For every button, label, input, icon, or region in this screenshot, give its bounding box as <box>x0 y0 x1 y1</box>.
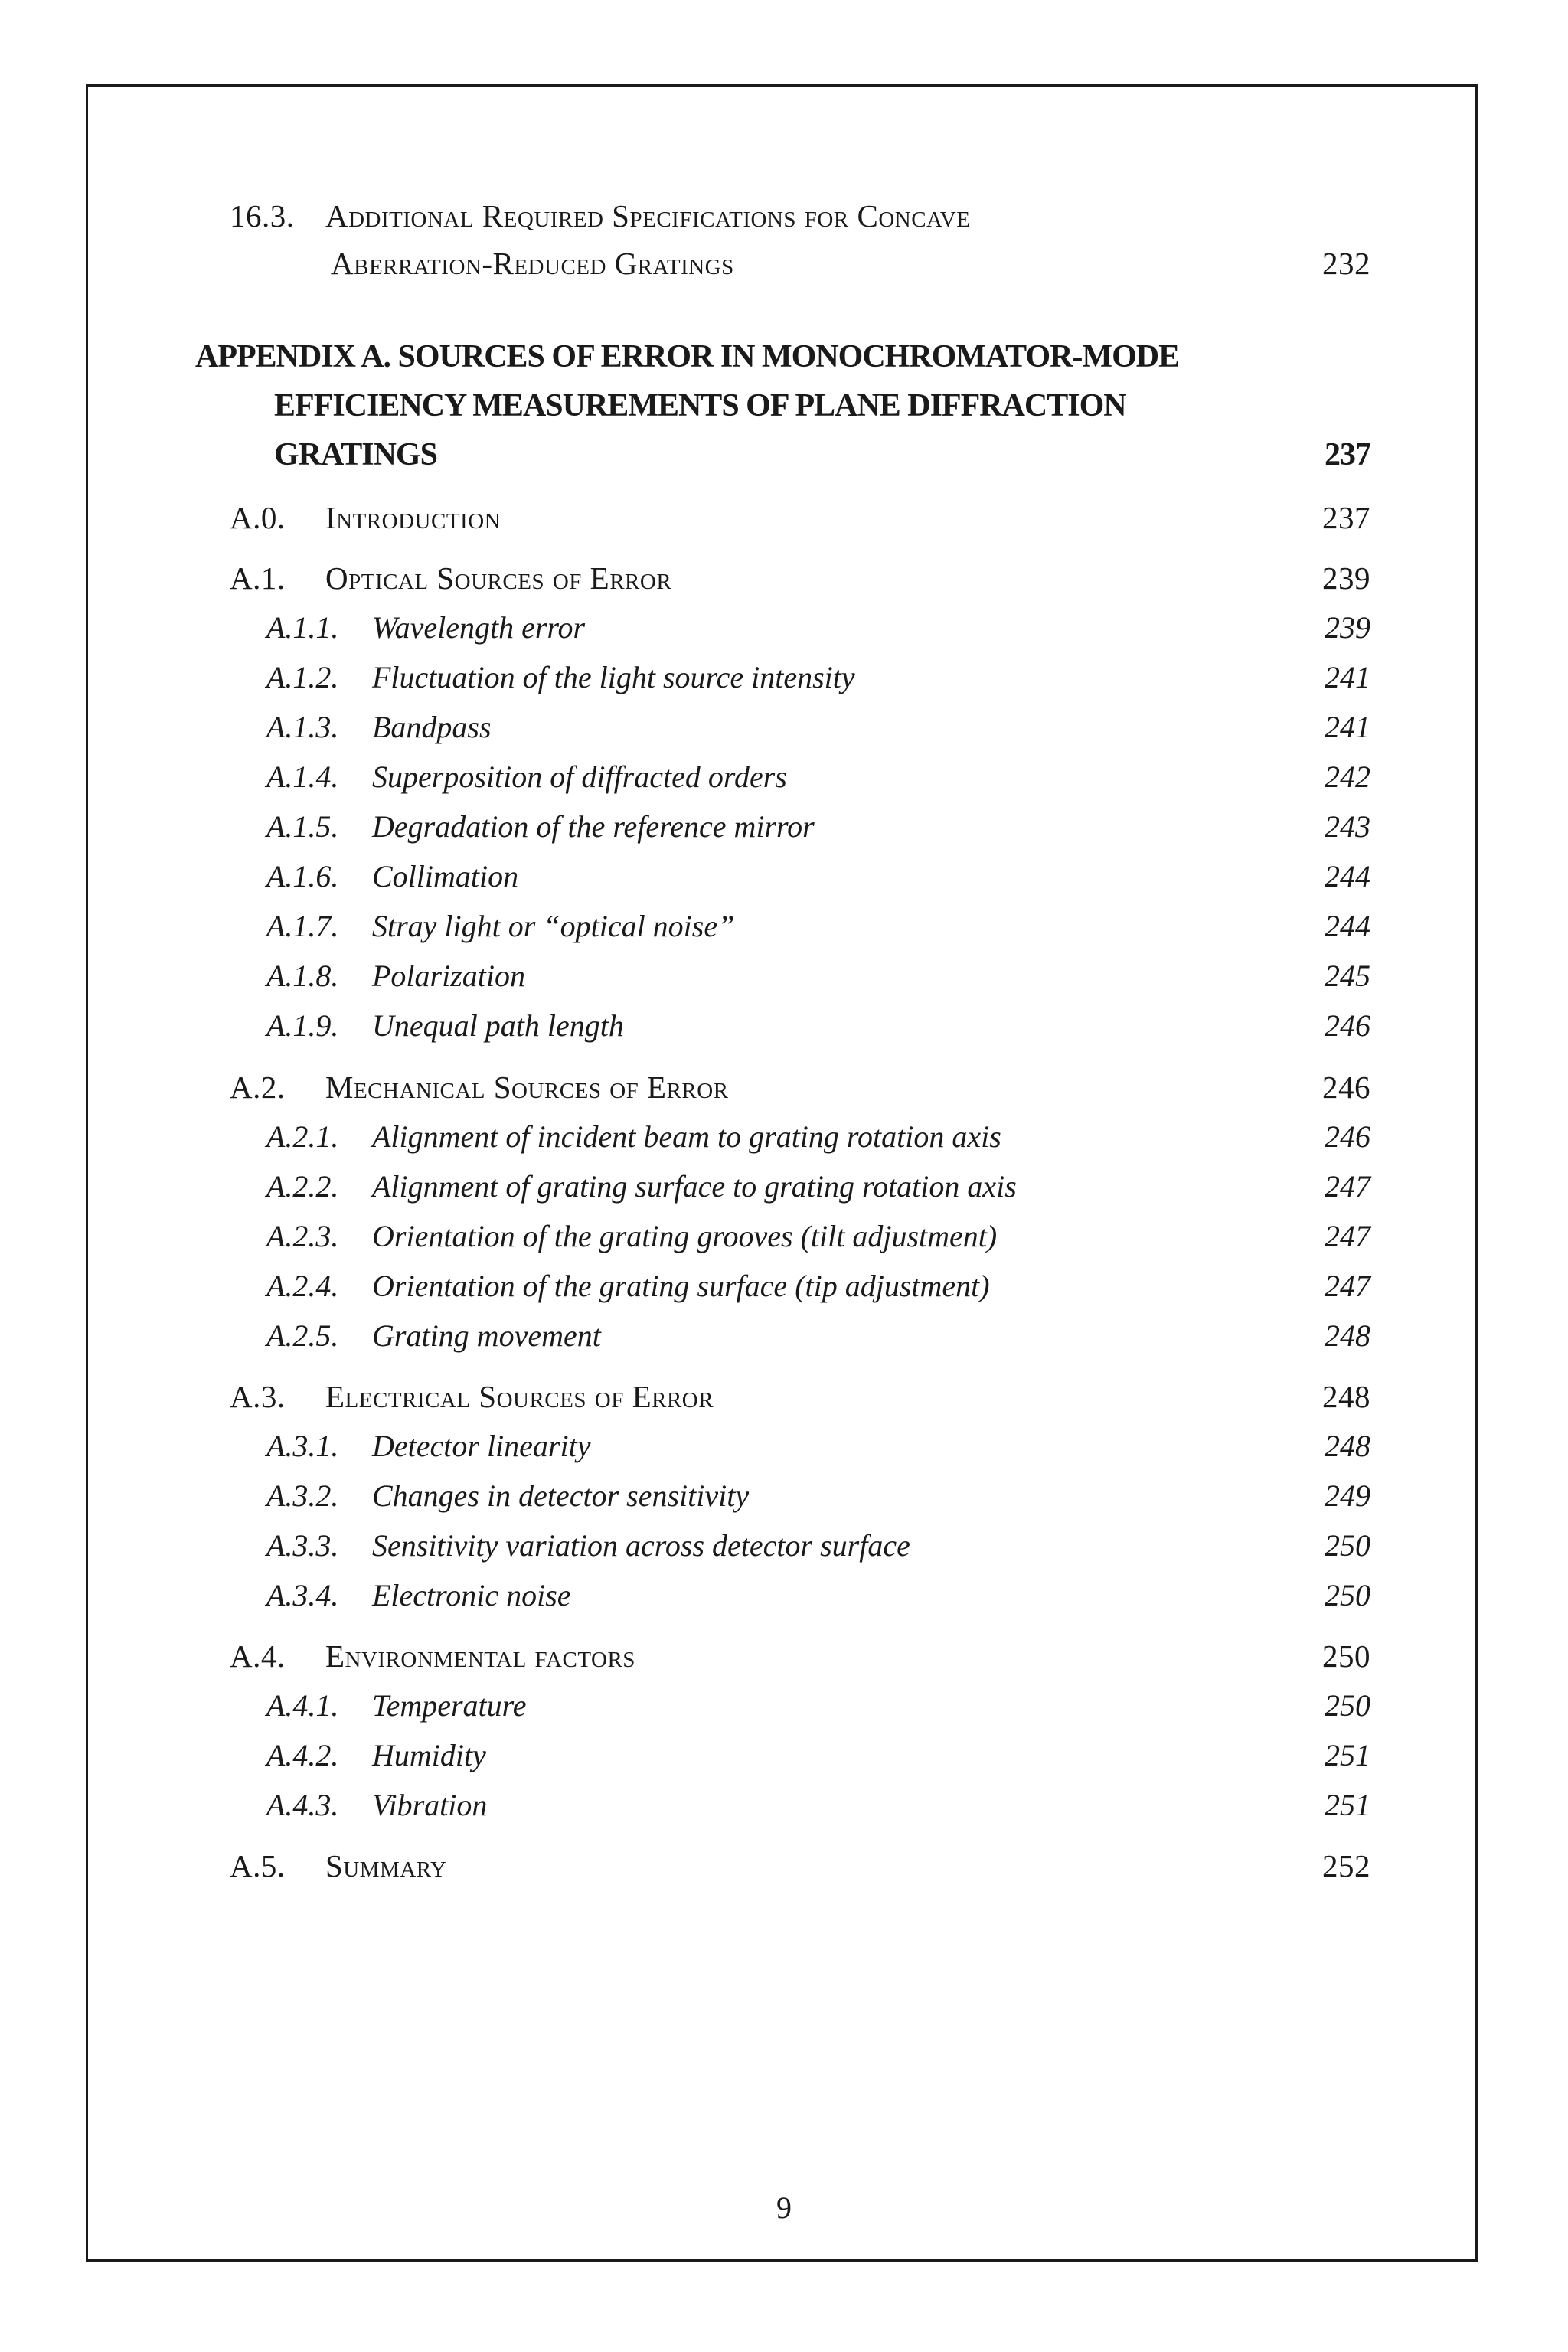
toc-entry-page: 248 <box>1322 1379 1370 1414</box>
toc-entry-title: Orientation of the grating surface (tip adjustment) <box>372 1269 990 1303</box>
toc-entry-title: Unequal path length <box>372 1008 624 1043</box>
toc-entry-page: 244 <box>1325 909 1370 943</box>
toc-entry-number: A.2.5. <box>266 1318 339 1353</box>
toc-entry-page: 244 <box>1325 859 1370 893</box>
toc-entry-number: A.2.3. <box>266 1219 339 1253</box>
toc-entry-page: 247 <box>1325 1219 1370 1253</box>
toc-entry-number: 16.3. <box>230 198 295 234</box>
toc-entry-page: 242 <box>1325 760 1370 794</box>
toc-entry-number: A.3. <box>230 1379 286 1414</box>
toc-entry-number: A.1.9. <box>266 1008 339 1043</box>
toc-entry-number: A.3.3. <box>266 1528 339 1563</box>
toc-entry-title: Summary <box>325 1848 447 1883</box>
toc-entry-page: 241 <box>1325 710 1370 744</box>
page-number: 9 <box>776 2190 792 2225</box>
toc-entry-page: 239 <box>1322 560 1370 596</box>
toc-entry-title: Orientation of the grating grooves (tilt adjustment) <box>372 1219 998 1253</box>
toc-entry-page: 247 <box>1325 1269 1370 1303</box>
toc-entry-number: A.1.2. <box>266 660 339 694</box>
toc-entry-number: A.4.3. <box>266 1788 339 1822</box>
toc-entry-number: A.1.6. <box>266 859 339 893</box>
toc-entry-page: 252 <box>1322 1848 1370 1883</box>
toc-entry-page: 250 <box>1325 1578 1370 1612</box>
toc-entry-number: A.1.3. <box>266 710 339 744</box>
toc-entry-title: Sensitivity variation across detector surface <box>372 1528 910 1563</box>
toc-entry-title: Grating movement <box>372 1318 601 1353</box>
toc-entry-title: Vibration <box>372 1788 488 1822</box>
toc-entry-number: A.4.1. <box>266 1688 339 1723</box>
toc-entry-title: Introduction <box>325 500 501 535</box>
toc-entry-page: 251 <box>1325 1738 1370 1772</box>
appendix-page: 237 <box>1325 437 1370 472</box>
toc-entry-title: Bandpass <box>372 710 492 744</box>
toc-entry-number: A.1.1. <box>266 610 339 645</box>
toc-entry-number: A.3.4. <box>266 1578 339 1612</box>
toc-entry-number: A.2.2. <box>266 1169 339 1204</box>
appendix-title-line-1: APPENDIX A. SOURCES OF ERROR IN MONOCHROMATOR-MODE <box>195 339 1180 374</box>
toc-entry-title: Superposition of diffracted orders <box>372 760 787 794</box>
toc-entry-title: Polarization <box>372 959 526 993</box>
toc-entry-title: Electronic noise <box>372 1578 571 1612</box>
toc-entry-title: Temperature <box>372 1688 527 1723</box>
toc-entry-number: A.1.8. <box>266 959 339 993</box>
toc-entry-number: A.1.4. <box>266 760 339 794</box>
toc-entry-page: 246 <box>1325 1008 1370 1043</box>
toc-entry-title: Humidity <box>372 1738 486 1772</box>
toc-entry-title: Environmental factors <box>325 1638 635 1674</box>
toc-entry-number: A.1.7. <box>266 909 339 943</box>
appendix-title-line-2: EFFICIENCY MEASUREMENTS OF PLANE DIFFRACTION <box>274 388 1126 423</box>
toc-entry-number: A.3.1. <box>266 1429 339 1463</box>
toc-entry-title: Alignment of grating surface to grating rotation axis <box>372 1169 1017 1204</box>
toc-entry-title: Collimation <box>372 859 519 893</box>
toc-entry-title: Degradation of the reference mirror <box>372 809 815 844</box>
toc-entry-page: 247 <box>1325 1169 1370 1204</box>
toc-entry-title: Alignment of incident beam to grating rotation axis <box>372 1119 1001 1154</box>
toc-entry-title: Changes in detector sensitivity <box>372 1478 750 1513</box>
toc-entry-number: A.2.1. <box>266 1119 339 1154</box>
toc-entry-page: 241 <box>1325 660 1370 694</box>
toc-entry-number: A.5. <box>230 1848 286 1883</box>
toc-entry-page: 246 <box>1322 1070 1370 1105</box>
toc-entry-number: A.0. <box>230 500 286 535</box>
toc-entry-number: A.4. <box>230 1638 286 1674</box>
toc-entry-page: 246 <box>1325 1119 1370 1154</box>
toc-entry-page: 249 <box>1325 1478 1370 1513</box>
toc-entry-title: Detector linearity <box>372 1429 591 1463</box>
toc-entry-title: Electrical Sources of Error <box>325 1379 714 1414</box>
toc-entry-page: 239 <box>1325 610 1370 645</box>
toc-entry-page: 237 <box>1322 500 1370 535</box>
toc-entry-number: A.4.2. <box>266 1738 339 1772</box>
toc-entry-title-continued: Aberration-Reduced Gratings <box>331 246 734 281</box>
toc-entry-title: Mechanical Sources of Error <box>325 1070 729 1105</box>
toc-entry-title: Stray light or “optical noise” <box>372 909 735 943</box>
toc-entry-title: Optical Sources of Error <box>325 560 672 596</box>
toc-entry-number: A.2.4. <box>266 1269 339 1303</box>
appendix-title-line-3: GRATINGS <box>274 437 437 472</box>
toc-entry-number: A.2. <box>230 1070 286 1105</box>
toc-entry-page: 232 <box>1322 246 1370 281</box>
toc-entry-number: A.1. <box>230 560 286 596</box>
toc-entry-number: A.1.5. <box>266 809 339 844</box>
toc-entry-page: 250 <box>1325 1528 1370 1563</box>
toc-entry-title: Fluctuation of the light source intensity <box>372 660 855 694</box>
toc-entry-page: 251 <box>1325 1788 1370 1822</box>
toc-entry-title: Wavelength error <box>372 610 586 645</box>
toc-entry-page: 250 <box>1322 1638 1370 1674</box>
toc-entry-page: 248 <box>1325 1318 1370 1353</box>
toc-entry-number: A.3.2. <box>266 1478 339 1513</box>
toc-entry-page: 250 <box>1325 1688 1370 1723</box>
toc-entry-page: 243 <box>1325 809 1370 844</box>
toc-entry-page: 245 <box>1325 959 1370 993</box>
toc-entry-title: Additional Required Specifications for Concave <box>325 198 971 234</box>
toc-entry-page: 248 <box>1325 1429 1370 1463</box>
